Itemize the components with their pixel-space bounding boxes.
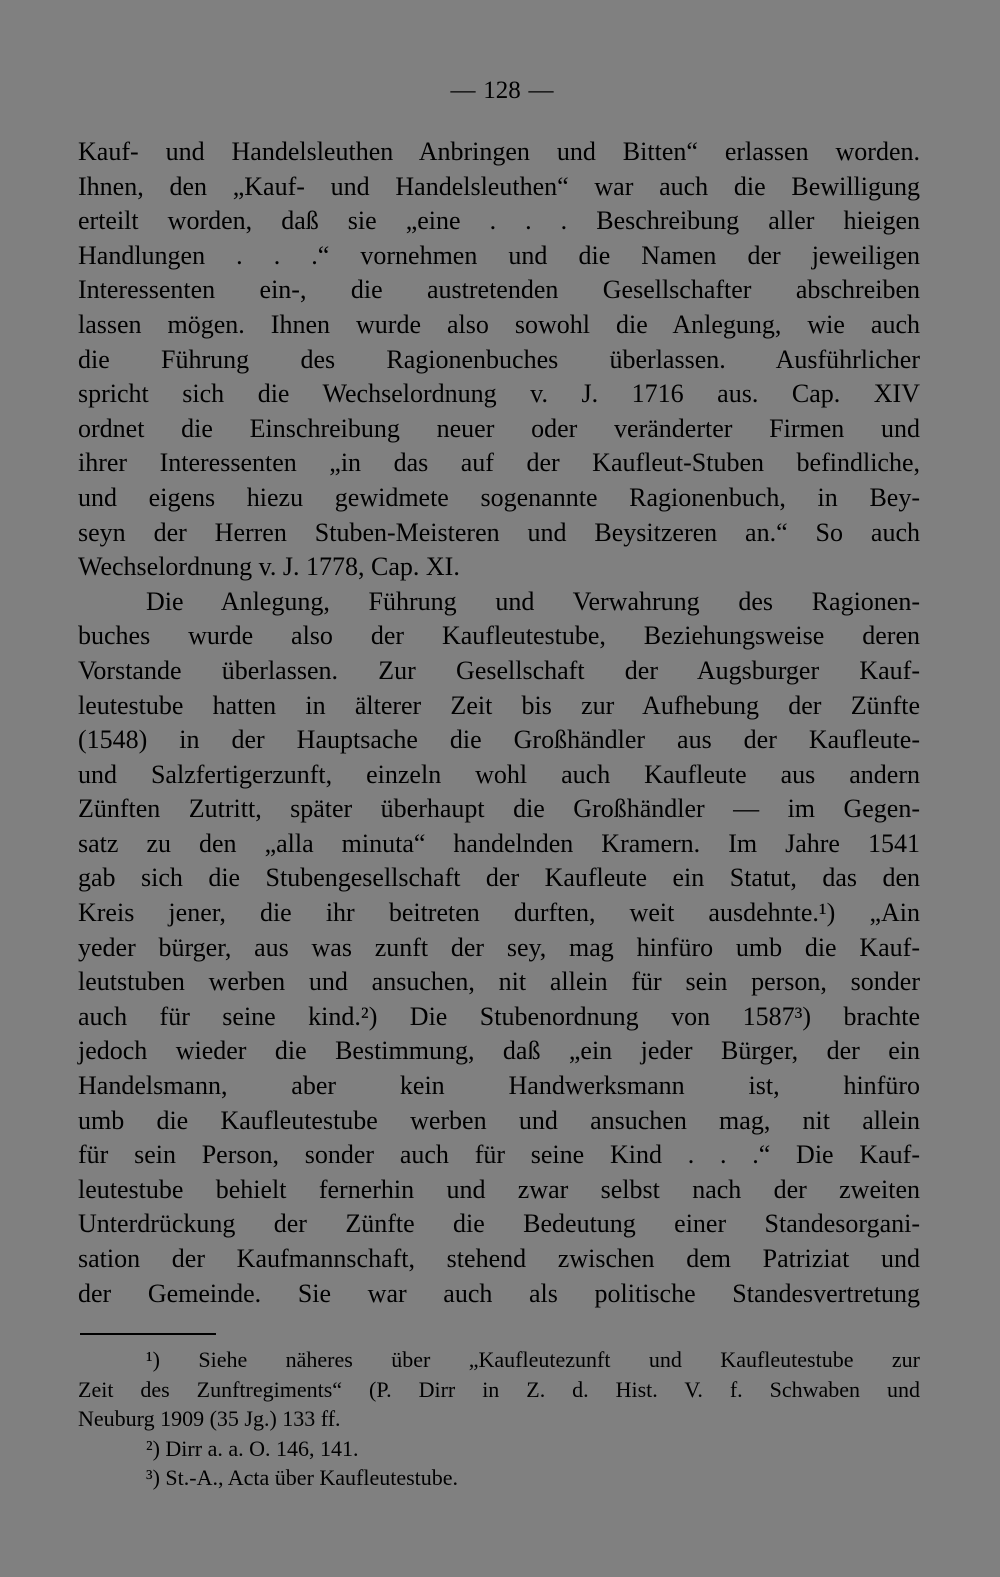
text-line: und eigens hiezu gewidmete sogenannte Ragionenbuch, in Bey-: [78, 482, 920, 512]
text-line: erteilt worden, daß sie „eine . . . Beschreibung aller hieigen: [78, 206, 920, 236]
text-line: für sein Person, sonder auch für seine Kind . . .“ Die Kauf-: [78, 1140, 920, 1170]
text-line: Vorstande überlassen. Zur Gesellschaft der Augsburger Kauf-: [78, 655, 920, 685]
document-page: [78, 72, 920, 1493]
text-line: der Gemeinde. Sie war auch als politische Standesvertretung: [78, 1278, 920, 1308]
page-number: [78, 72, 920, 110]
footnotes: [78, 1345, 920, 1493]
text-line: (1548) in der Hauptsache die Großhändler aus der Kaufleute-: [78, 725, 920, 755]
text-line: leutestube hatten in älterer Zeit bis zur Aufhebung der Zünfte: [78, 690, 920, 720]
text-line: und Salzfertigerzunft, einzeln wohl auch Kaufleute aus andern: [78, 759, 920, 789]
text-line: sation der Kaufmannschaft, stehend zwischen dem Patriziat und: [78, 1244, 920, 1273]
text-line: spricht sich die Wechselordnung v. J. 1716 aus. Cap. XIV: [78, 379, 920, 409]
text-line: Kreis jener, die ihr beitreten durften, weit ausdehnte.¹) „Ain: [78, 898, 920, 928]
footnote-separator: [80, 1333, 216, 1335]
text-line: Kauf- und Handelsleuthen Anbringen und Bitten“ erlassen worden.: [78, 137, 920, 166]
page-number-dash-right: —: [528, 77, 554, 104]
text-line: Interessenten ein-, die austretenden Gesellschafter abschreiben: [78, 275, 920, 305]
text-line: yeder bürger, aus was zunft der sey, mag hinfüro umb die Kauf-: [78, 932, 920, 962]
text-line: satz zu den „alla minuta“ handelnden Kramern. Im Jahre 1541: [78, 828, 920, 858]
page-number-value: 128: [483, 77, 521, 104]
text-line: ihrer Interessenten „in das auf der Kaufleut-Stuben befindliche,: [78, 448, 920, 478]
text-line: umb die Kaufleutestube werben und ansuchen mag, nit allein: [78, 1105, 920, 1135]
text-line: ordnet die Einschreibung neuer oder veränderter Firmen und: [78, 413, 920, 443]
text-line: jedoch wieder die Bestimmung, daß „ein jeder Bürger, der ein: [78, 1036, 920, 1066]
text-line: Handelsmann, aber kein Handwerksmann ist, hinfüro: [78, 1071, 920, 1101]
text-line: leutstuben werben und ansuchen, nit allein für sein person, sonder: [78, 967, 920, 997]
body-text: [78, 135, 920, 1311]
text-line: leutestube behielt fernerhin und zwar selbst nach der zweiten: [78, 1174, 920, 1204]
text-line: Wechselordnung v. J. 1778, Cap. XI.: [78, 552, 460, 582]
text-line: Unterdrückung der Zünfte die Bedeutung einer Standesorgani-: [78, 1209, 920, 1239]
text-line: gab sich die Stubengesellschaft der Kaufleute ein Statut, das den: [78, 863, 920, 893]
text-line: Handlungen . . .“ vornehmen und die Namen der jeweiligen: [78, 240, 920, 270]
footnote-line: ¹) Siehe näheres über „Kaufleutezunft und Kaufleutestube zur: [146, 1347, 920, 1373]
footnote-line: Zeit des Zunftregiments“ (P. Dirr in Z. d. Hist. V. f. Schwaben und: [78, 1376, 920, 1402]
footnote-line: Neuburg 1909 (35 Jg.) 133 ff.: [78, 1406, 341, 1432]
footnote-line: ³) St.-A., Acta über Kaufleutestube.: [146, 1465, 459, 1491]
text-line: auch für seine kind.²) Die Stubenordnung von 1587³) brachte: [78, 1001, 920, 1031]
text-line: lassen mögen. Ihnen wurde also sowohl die Anlegung, wie auch: [78, 309, 920, 339]
text-line: seyn der Herren Stuben-Meisteren und Beysitzeren an.“ So auch: [78, 517, 920, 547]
text-line: buches wurde also der Kaufleutestube, Beziehungsweise deren: [78, 621, 920, 651]
text-line: die Führung des Ragionenbuches überlassen. Ausführlicher: [78, 344, 920, 374]
page-number-dash-left: —: [450, 77, 476, 104]
text-line: Ihnen, den „Kauf- und Handelsleuthen“ war auch die Bewilligung: [78, 171, 920, 201]
text-line: Zünften Zutritt, später überhaupt die Großhändler — im Gegen-: [78, 794, 920, 824]
text-line: Die Anlegung, Führung und Verwahrung des Ragionen-: [146, 586, 920, 616]
footnote-line: ²) Dirr a. a. O. 146, 141.: [146, 1435, 359, 1461]
